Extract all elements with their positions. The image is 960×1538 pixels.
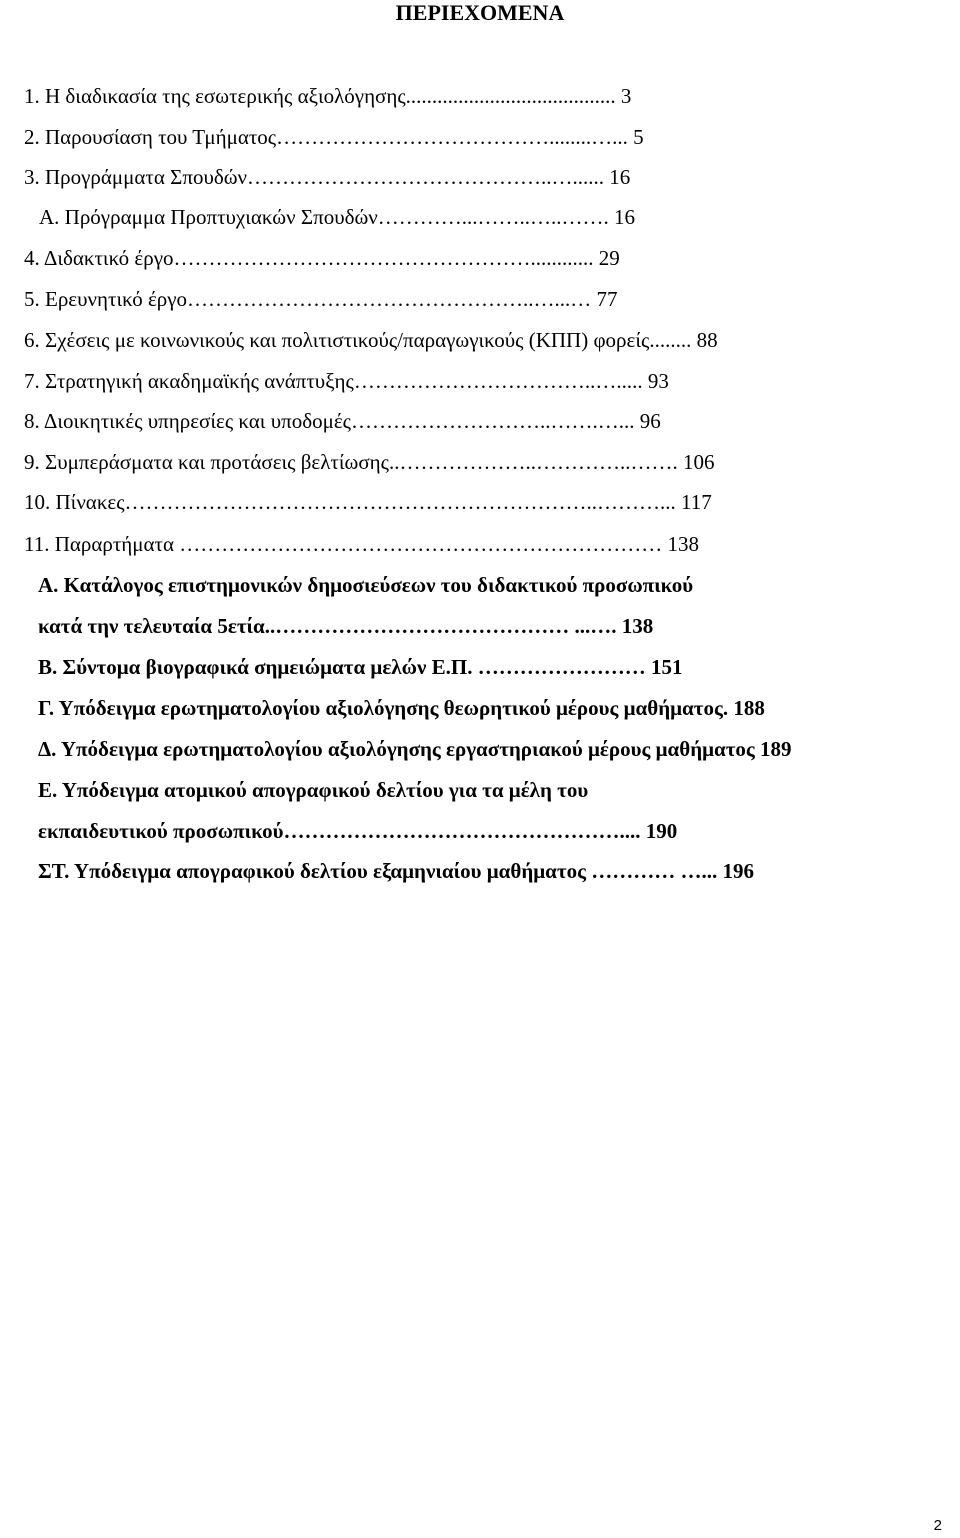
page-number: 2 [933, 1517, 942, 1534]
appendix-entry-continued: κατά την τελευταία 5ετία..…………………………………… ...…. 138 [38, 614, 654, 638]
toc-entry: 7. Στρατηγική ακαδημαϊκής ανάπτυξης……………………………..…..... 93 [24, 369, 669, 393]
appendix-entry: Δ. Υπόδειγμα ερωτηματολογίου αξιολόγησης εργαστηριακού μέρους μαθήματος 189 [38, 737, 792, 761]
appendix-entry: Α. Κατάλογος επιστημονικών δημοσιεύσεων του διδακτικού προσωπικού [38, 573, 694, 597]
toc-entry: 1. Η διαδικασία της εσωτερικής αξιολόγησης........................................ 3 [24, 84, 632, 108]
toc-entry: 4. Διδακτικό έργο……………………………………………............ 29 [24, 246, 620, 270]
appendix-entry-continued: εκπαιδευτικού προσωπικού………………………………………….... 190 [38, 819, 678, 843]
toc-entry: 8. Διοικητικές υπηρεσίες και υποδομές………………………..…….…... 96 [24, 409, 661, 433]
toc-entry: 10. Πίνακες…………………………………………………………..………... 117 [24, 490, 712, 514]
toc-entry: 2. Παρουσίαση του Τμήματος…………………………………........…... 5 [24, 125, 644, 149]
toc-entry: 11. Παραρτήματα …………………………………………………………… 138 [24, 532, 699, 556]
page-title: ΠΕΡΙΕΧΟΜΕΝΑ [395, 0, 565, 25]
toc-entry: 9. Συμπεράσματα και προτάσεις βελτίωσης..………………..…………..……. 106 [24, 450, 715, 474]
appendix-entry: Β. Σύντομα βιογραφικά σημειώματα μελών Ε.Π. …………………… 151 [38, 655, 683, 679]
appendix-entry: Γ. Υπόδειγμα ερωτηματολογίου αξιολόγησης θεωρητικού μέρους μαθήματος. 188 [38, 696, 765, 720]
toc-entry: 6. Σχέσεις με κοινωνικούς και πολιτιστικούς/παραγωγικούς (ΚΠΠ) φορείς........ 88 [24, 328, 718, 352]
toc-entry: 3. Προγράμματα Σπουδών……………………………………..…...... 16 [24, 165, 631, 189]
appendix-entry: Ε. Υπόδειγμα ατομικού απογραφικού δελτίου για τα μέλη του [38, 778, 589, 802]
toc-subentry: Α. Πρόγραμμα Προπτυχιακών Σπουδών…………...……..…..……. 16 [39, 205, 636, 229]
toc-entry: 5. Ερευνητικό έργο…………………………………………..…...… 77 [24, 287, 618, 311]
appendix-entry: ΣΤ. Υπόδειγμα απογραφικού δελτίου εξαμηνιαίου μαθήματος ………… …... 196 [38, 859, 754, 883]
